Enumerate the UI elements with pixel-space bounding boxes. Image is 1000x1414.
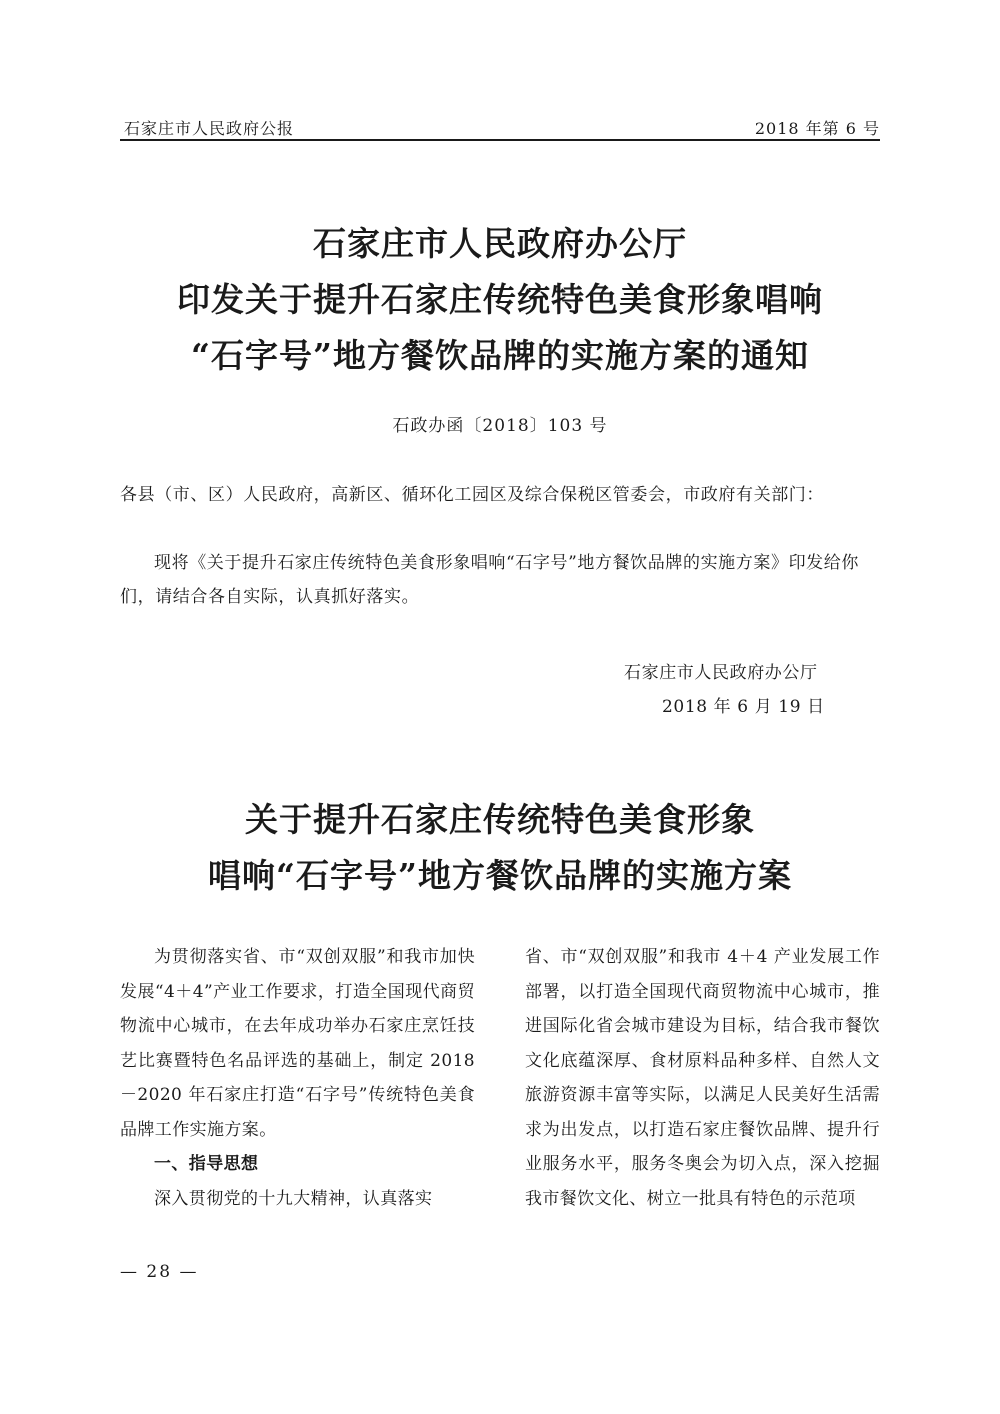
intro-paragraph: 为贯彻落实省、市“双创双服”和我市加快发展“4＋4”产业工作要求，打造全国现代商贸物流中心城市，在去年成功举办石家庄烹饪技艺比赛暨特色名品评选的基础上，制定 2018－2020 年石家庄打造“石字号”传统特色美食品牌工作实施方案。 [120,947,475,1140]
addressee-text: 各县（市、区）人民政府，高新区、循环化工园区及综合保税区管委会，市政府有关部门： [120,485,824,505]
guiding-paragraph-start: 深入贯彻党的十九大精神，认真落实 [154,1188,433,1209]
notice-body [120,546,880,614]
document-number: 石政办函〔2018〕103 号 [392,416,608,436]
notice-title-line: 石家庄市人民政府办公厅 [313,224,687,263]
notice-title-line: “石字号”地方餐饮品牌的实施方案的通知 [191,336,809,375]
page-number: — 28 — [120,1262,199,1282]
notice-title [0,216,1000,384]
plan-title [0,792,1000,904]
publication-name: 石家庄市人民政府公报 [124,119,295,138]
header-rule [120,139,880,141]
notice-title-line: 印发关于提升石家庄传统特色美食形象唱响 [177,280,823,319]
addressee [120,478,880,512]
plan-title-line: 关于提升石家庄传统特色美食形象 [245,800,755,839]
signature-date: 2018 年 6 月 19 日 [662,697,825,717]
left-column [120,940,475,1216]
right-column [525,940,880,1216]
signature-org: 石家庄市人民政府办公厅 [624,663,818,683]
issue-number: 2018 年第 6 号 [754,119,880,138]
guiding-paragraph-continued: 省、市“双创双服”和我市 4＋4 产业发展工作部署，以打造全国现代商贸物流中心城市，推进国际化省会城市建设为目标，结合我市餐饮文化底蕴深厚、食材原料品种多样、自然人文旅游资源丰富等实际，以满足人民美好生活需求为出发点，以打造石家庄餐饮品牌、提升行业服务水平，服务冬奥会为切入点，深入挖掘我市餐饮文化、树立一批具有特色的示范项 [525,947,880,1209]
plan-title-line: 唱响“石字号”地方餐饮品牌的实施方案 [208,856,792,895]
notice-paragraph: 现将《关于提升石家庄传统特色美食形象唱响“石字号”地方餐饮品牌的实施方案》印发给你们，请结合各自实际，认真抓好落实。 [120,553,859,607]
section-heading: 一、指导思想 [154,1154,259,1174]
